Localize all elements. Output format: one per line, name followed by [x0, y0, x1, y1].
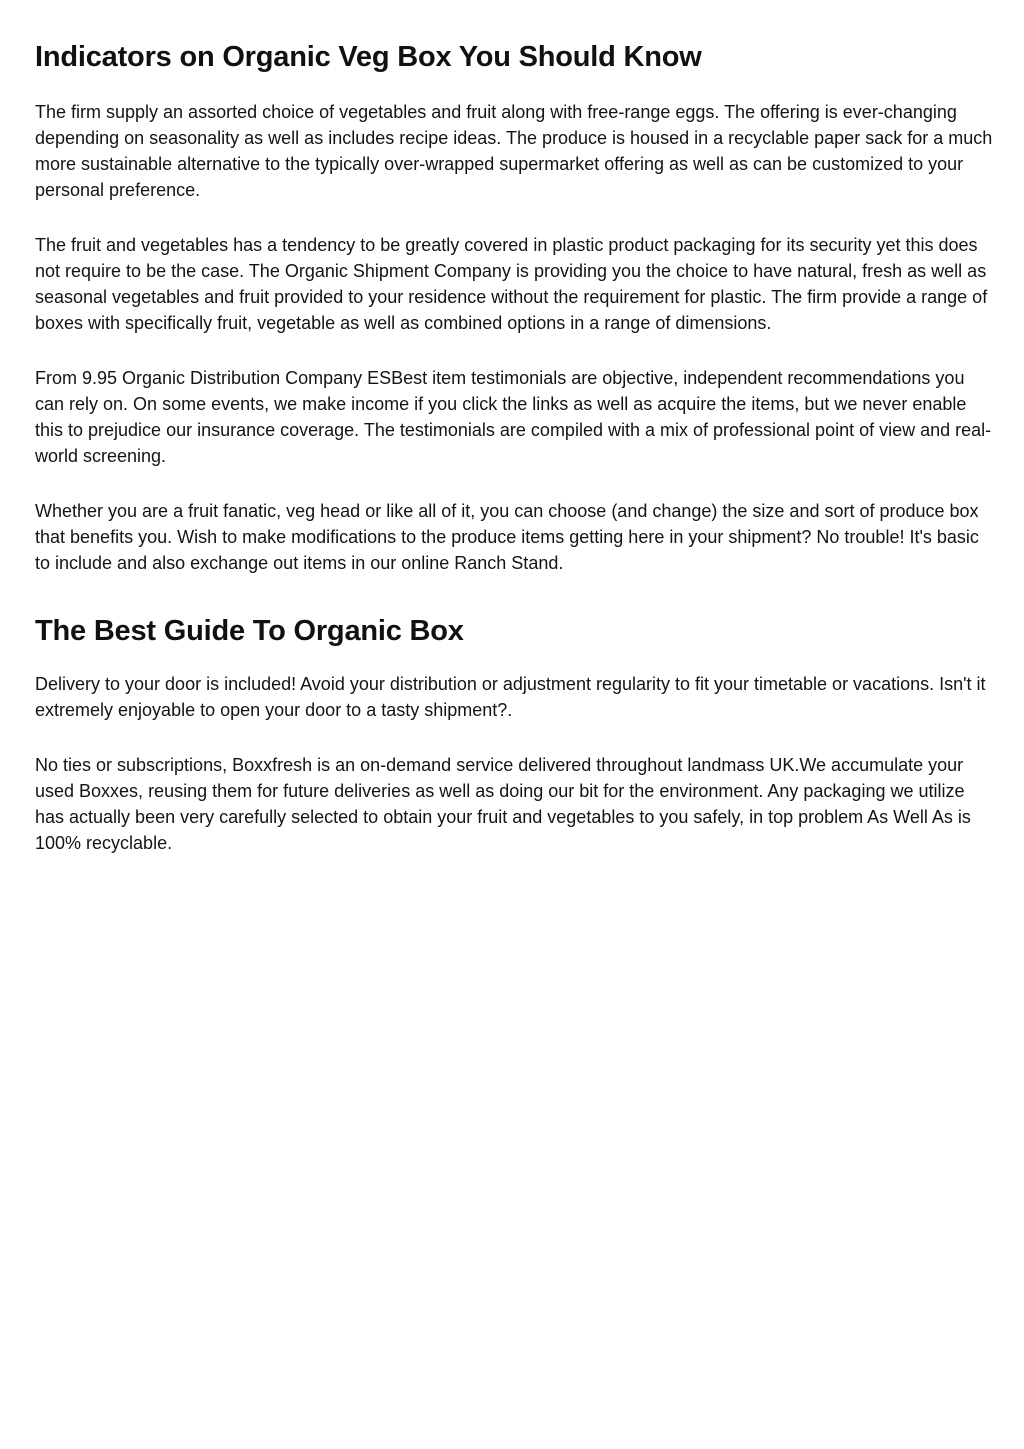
paragraph: The fruit and vegetables has a tendency to be greatly covered in plastic product packaging for its security yet this does not require to be the case. The Organic Shipment Company is providing you the choice to have natural, fresh as well as seasonal vegetables and fruit provided to your residence without the requirement for plastic. The firm provide a range of boxes with specifically fruit, vegetable as well as combined options in a range of dimensions. [35, 235, 988, 333]
paragraph: No ties or subscriptions, Boxxfresh is an on-demand service delivered throughout landmass UK.We accumulate your used Boxxes, reusing them for future deliveries as well as doing our bit for the environment. Any packaging we utilize has actually been very carefully selected to obtain your fruit and vegetables to you safely, in top problem As Well As is 100% recyclable. [35, 755, 971, 853]
paragraph: Delivery to your door is included! Avoid your distribution or adjustment regularity to fit your timetable or vacations. Isn't it extremely enjoyable to open your door to a tasty shipment?. [35, 674, 986, 720]
section-indicators [35, 38, 995, 576]
document-body [35, 38, 995, 856]
section-heading: The Best Guide To Organic Box [35, 615, 464, 647]
paragraph: Whether you are a fruit fanatic, veg head or like all of it, you can choose (and change) the size and sort of produce box that benefits you. Wish to make modifications to the produce items getting here in your shipment? No trouble! It's basic to include and also exchange out items in our online Ranch Stand. [35, 501, 979, 573]
section-best-guide [35, 612, 995, 856]
paragraph: From 9.95 Organic Distribution Company ESBest item testimonials are objective, independent recommendations you can rely on. On some events, we make income if you click the links as well as acquire the items, but we never enable this to prejudice our insurance coverage. The testimonials are compiled with a mix of professional point of view and real-world screening. [35, 368, 992, 466]
section-heading: Indicators on Organic Veg Box You Should Know [35, 41, 702, 73]
paragraph: The firm supply an assorted choice of vegetables and fruit along with free-range eggs. The offering is ever-changing depending on seasonality as well as includes recipe ideas. The produce is housed in a recyclable paper sack for a much more sustainable alternative to the typically over-wrapped supermarket offering as well as can be customized to your personal preference. [35, 102, 993, 200]
